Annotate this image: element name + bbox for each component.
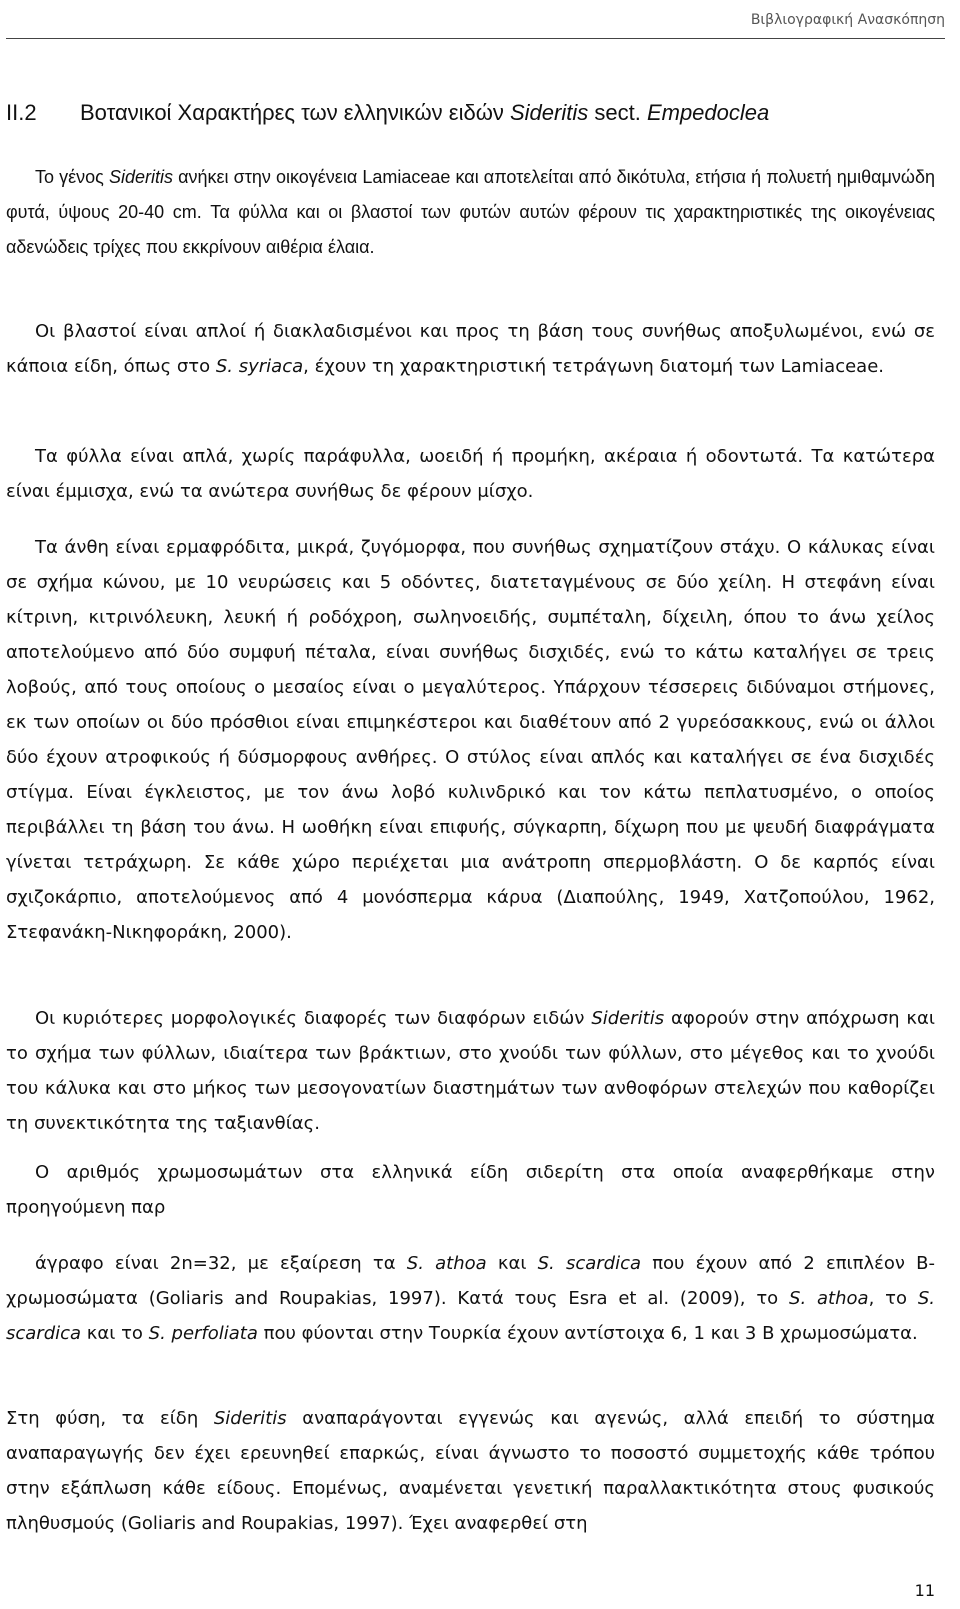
running-title: Βιβλιογραφική Ανασκόπηση (750, 12, 945, 28)
text-run: Στη φύση, τα είδη (6, 1408, 214, 1429)
text-run: αφορούν στην απόχρωση και το σχήμα των φύλλων, ιδιαίτερα των βράκτιων, στο χνούδι των φύλλων, στο μέγεθος και το χνούδι του κάλυκα και στο μήκος των μεσογονατίων διαστημάτων των ανθοφόρων στελεχών που καθορίζει τη συνεκτικότητα της ταξιανθίας. (6, 1008, 935, 1134)
text-run: Τα άνθη είναι ερμαφρόδιτα, μικρά, ζυγόμορφα, που συνήθως σχηματίζουν στάχυ. Ο κάλυκας είναι σε σχήμα κώνου, με 10 νευρώσεις και 5 οδόντες, διατεταγμένους σε δύο χείλη. Η στεφάνη είναι κίτρινη, κιτρινόλευκη, λευκή ή ροδόχροη, σωληνοειδής, συμπέταλη, δίχειλη, όπου το άνω χείλος αποτελούμενο από δύο συμφυή πέταλα, είναι συνήθως δισχιδές, ενώ το κάτω καταλήγει σε τρεις λοβούς, από τους οποίους ο μεσαίος είναι ο μεγαλύτερος. Υπάρχουν τέσσερεις διδύναμοι στήμονες, εκ των οποίων οι δύο πρόσθιοι είναι επιμηκέστεροι και διαθέτουν από 2 γυρεόσακκους, ενώ οι άλλοι δύο έχουν ατροφικούς ή δύσμορφους ανθήρες. Ο στύλος είναι απλός και καταλήγει σε ένα δισχιδές στίγμα. Είναι έγκλειστος, με τον άνω λοβό κυλινδρικό και τον κάτω πεπλατυσμένο, ο οποίος περιβάλλει τη βάση του άνω. Η ωοθήκη είναι επιφυής, σύγκαρπη, δίχωρη που με ψευδή διαφράγματα γίνεται τετράχωρη. Σε κάθε χώρο περιέχεται μια ανάτροπη σπερμοβλάστη. Ο δε καρπός είναι σχιζοκάρπιο, αποτελούμενος από 4 μονόσπερμα κάρυα (Διαπούλης, 1949, Χατζοπούλου, 1962, Στεφανάκη-Νικηφοράκη, 2000). (6, 537, 935, 943)
section-title-part: Βοτανικοί Χαρακτήρες των ελληνικών ειδών (80, 100, 510, 125)
paragraph-chromosomes-intro (6, 1155, 935, 1225)
text-run: που φύονται στην Τουρκία έχουν αντίστοιχα 6, 1 και 3 B χρωμοσώματα. (257, 1323, 918, 1344)
paragraph-flowers (6, 530, 935, 950)
paragraph-morphological-differences (6, 1001, 935, 1141)
paragraph-stems (6, 314, 935, 384)
text-run: , το (868, 1288, 918, 1309)
italic-genus: Sideritis (591, 1008, 665, 1029)
text-run: άγραφο είναι 2n=32, με εξαίρεση τα (35, 1253, 407, 1274)
paragraph-leaves (6, 439, 935, 509)
text-run: Το γένος (35, 167, 109, 187)
page-number: 11 (914, 1581, 935, 1600)
text-run: και το (81, 1323, 149, 1344)
text-run: και (486, 1253, 538, 1274)
text-run: που έχουν από 2 επιπλέον B-χρωμοσώματα (Goliaris and Roupakias, 1997). Κατά τους Esra et al. (2009), το (6, 1253, 935, 1309)
paragraph-chromosomes (6, 1246, 935, 1351)
text-run: Τα φύλλα είναι απλά, χωρίς παράφυλλα, ωοειδή ή προμήκη, ακέραια ή οδοντωτά. Τα κατώτερα είναι έμμισχα, ενώ τα ανώτερα συνήθως δε φέρουν μίσχο. (6, 446, 935, 502)
section-title-part: sect. (588, 100, 647, 125)
italic-species: S. athoa (406, 1253, 487, 1274)
text-run: , έχουν τη χαρακτηριστική τετράγωνη διατομή των Lamiaceae. (303, 356, 884, 377)
text-run: ανήκει στην οικογένεια Lamiaceae και αποτελείται από δικότυλα, ετήσια ή πολυετή ημιθαμνώδη φυτά, ύψους 20-40 cm. Τα φύλλα και οι βλαστοί των φυτών αυτών φέρουν τις χαρακτηριστικές της οικογένειας αδενώδεις τρίχες που εκκρίνουν αιθέρια έλαια. (6, 167, 935, 257)
italic-genus: Sideritis (213, 1408, 287, 1429)
italic-species: S. athoa (789, 1288, 869, 1309)
paragraph-genus-description (6, 160, 935, 265)
section-heading (6, 100, 769, 126)
italic-species: S. scardica (537, 1253, 642, 1274)
italic-species: S. syriaca (215, 356, 304, 377)
section-number: ΙΙ.2 (6, 100, 37, 125)
italic-species: S. perfoliata (148, 1323, 258, 1344)
section-title-genus: Sideritis (510, 100, 589, 125)
italic-species: S. scardica (6, 1288, 935, 1344)
text-run: Οι κυριότερες μορφολογικές διαφορές των διαφόρων ειδών (35, 1008, 592, 1029)
text-run: Ο αριθμός χρωμοσωμάτων στα ελληνικά είδη σιδερίτη στα οποία αναφερθήκαμε στην προηγούμενη παρ (6, 1162, 935, 1218)
section-title-section: Empedoclea (646, 100, 770, 125)
italic-genus: Sideritis (108, 167, 173, 187)
paragraph-reproduction (6, 1401, 935, 1541)
text-run: αναπαράγονται εγγενώς και αγενώς, αλλά επειδή το σύστημα αναπαραγωγής δεν έχει ερευνηθεί επαρκώς, είναι άγνωστο το ποσοστό συμμετοχής κάθε τρόπου στην εξάπλωση κάθε είδους. Επομένως, αναμένεται γενετική παραλλακτικότητα στους φυσικούς πληθυσμούς (Goliaris and Roupakias, 1997). Έχει αναφερθεί στη (6, 1408, 936, 1534)
text-run: Οι βλαστοί είναι απλοί ή διακλαδισμένοι και προς τη βάση τους συνήθως αποξυλωμένοι, ενώ σε κάποια είδη, όπως στο (6, 321, 935, 377)
running-header (6, 0, 945, 39)
